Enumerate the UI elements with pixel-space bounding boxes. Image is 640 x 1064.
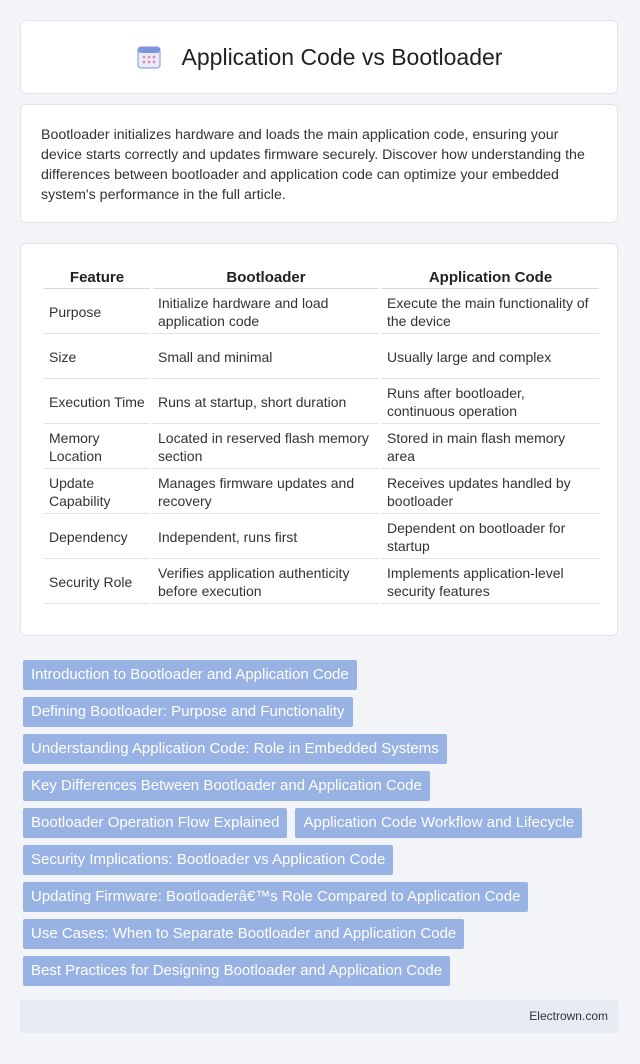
table-cell: Receives updates handled by bootloader xyxy=(382,471,599,514)
table-cell: Stored in main flash memory area xyxy=(382,426,599,469)
table-row xyxy=(44,561,599,604)
topic-tag-best-practices[interactable]: Best Practices for Designing Bootloader and Application Code xyxy=(23,956,450,986)
intro-card xyxy=(20,104,618,223)
calendar-grid-icon xyxy=(136,44,162,70)
intro-text: Bootloader initializes hardware and loads the main application code, ensuring your device starts correctly and updates firmware securely. Discover how understanding the differences between bootloader and application code can optimize your embedded system's performance in the full article. xyxy=(41,127,585,203)
tag-row xyxy=(23,771,620,801)
footer xyxy=(20,1000,618,1033)
topic-tag-use-cases[interactable]: Use Cases: When to Separate Bootloader and Application Code xyxy=(23,919,464,949)
tag-row xyxy=(23,734,620,764)
table-cell: Size xyxy=(44,336,150,379)
table-cell: Runs after bootloader, continuous operation xyxy=(382,381,599,424)
table-cell: Execution Time xyxy=(44,381,150,424)
table-row xyxy=(44,516,599,559)
topic-tag-bootloader-operation-flow[interactable]: Bootloader Operation Flow Explained xyxy=(23,808,287,838)
comparison-table xyxy=(41,264,602,606)
table-cell: Implements application-level security features xyxy=(382,561,599,604)
table-cell: Memory Location xyxy=(44,426,150,469)
table-cell: Independent, runs first xyxy=(153,516,379,559)
topic-tag-key-differences[interactable]: Key Differences Between Bootloader and Application Code xyxy=(23,771,430,801)
table-cell: Initialize hardware and load application code xyxy=(153,291,379,334)
table-cell: Runs at startup, short duration xyxy=(153,381,379,424)
topic-tag-application-code-workflow[interactable]: Application Code Workflow and Lifecycle xyxy=(295,808,582,838)
header-bootloader: Bootloader xyxy=(153,266,379,289)
topic-tag-introduction[interactable]: Introduction to Bootloader and Application Code xyxy=(23,660,357,690)
topic-tag-security-implications[interactable]: Security Implications: Bootloader vs Application Code xyxy=(23,845,393,875)
comparison-card xyxy=(20,243,618,636)
topic-tag-updating-firmware[interactable]: Updating Firmware: Bootloaderâ€™s Role Compared to Application Code xyxy=(23,882,528,912)
topic-tag-understanding-application-code[interactable]: Understanding Application Code: Role in Embedded Systems xyxy=(23,734,447,764)
table-cell: Verifies application authenticity before execution xyxy=(153,561,379,604)
page-title: Application Code vs Bootloader xyxy=(181,43,503,70)
table-header-row xyxy=(44,266,599,289)
topic-tag-defining-bootloader[interactable]: Defining Bootloader: Purpose and Functionality xyxy=(23,697,353,727)
table-cell: Security Role xyxy=(44,561,150,604)
table-cell: Execute the main functionality of the device xyxy=(382,291,599,334)
table-row xyxy=(44,426,599,469)
table-cell: Update Capability xyxy=(44,471,150,514)
tag-row xyxy=(23,845,620,875)
footer-site-name: Electrown.com xyxy=(529,1009,608,1023)
tag-row xyxy=(23,956,620,986)
table-cell: Manages firmware updates and recovery xyxy=(153,471,379,514)
table-cell: Dependency xyxy=(44,516,150,559)
title-card xyxy=(20,20,618,94)
table-cell: Purpose xyxy=(44,291,150,334)
table-row xyxy=(44,381,599,424)
tag-row xyxy=(23,660,620,690)
tag-row xyxy=(23,808,620,838)
table-row xyxy=(44,291,599,334)
table-row xyxy=(44,336,599,379)
tag-row xyxy=(23,697,620,727)
table-row xyxy=(44,471,599,514)
topic-tags xyxy=(23,660,620,993)
table-cell: Dependent on bootloader for startup xyxy=(382,516,599,559)
header-feature: Feature xyxy=(44,266,150,289)
tag-row xyxy=(23,919,620,949)
tag-row xyxy=(23,882,620,912)
table-cell: Located in reserved flash memory section xyxy=(153,426,379,469)
header-application-code: Application Code xyxy=(382,266,599,289)
table-cell: Small and minimal xyxy=(153,336,379,379)
table-cell: Usually large and complex xyxy=(382,336,599,379)
